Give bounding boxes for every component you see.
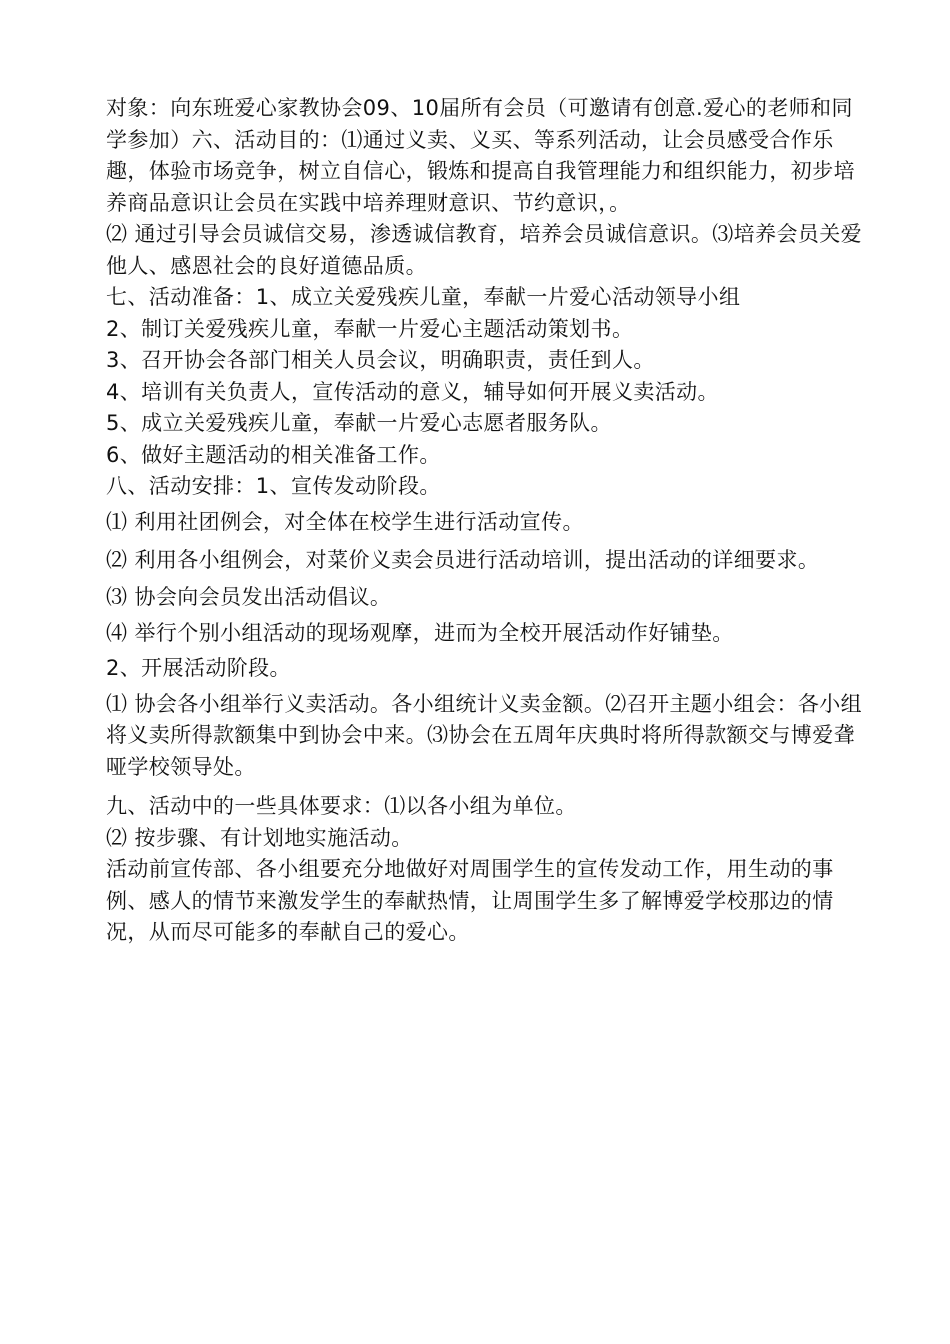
paragraph-preparation-2: 2、制订关爱残疾儿童，奉献一片爱心主题活动策划书。 <box>106 316 634 341</box>
paragraph-preparation-4: 4、培训有关负责人，宣传活动的意义，辅导如何开展义卖活动。 <box>106 379 719 404</box>
paragraph-arrangement-2: ⑵ 利用各小组例会，对菜价义卖会员进行活动培训，提出活动的详细要求。 <box>106 548 820 572</box>
paragraph-arrangement-heading: 八、活动安排：1、宣传发动阶段。 <box>106 474 441 498</box>
paragraph-requirements-body: 活动前宣传部、各小组要充分地做好对周围学生的宣传发动工作，用生动的事例、感人的情节来激发学生的奉献热情，让周围学生多了解博爱学校那边的情况，从而尽可能多的奉献自己的爱心。 <box>106 857 834 944</box>
paragraph-requirements-heading: 九、活动中的一些具体要求：⑴以各小组为单位。 <box>106 794 577 818</box>
paragraph-target-and-purpose: 对象：向东班爱心家教协会09、10届所有会员（可邀请有创意.爱心的老师和同学参加）六、活动目的：⑴通过义卖、义买、等系列活动，让会员感受合作乐趣，体验市场竞争，树立自信心，锻炼和提高自我管理能力和组织能力，初步培养商品意识让会员在实践中培养理财意识、节约意识，。 <box>106 96 855 215</box>
paragraph-stage-2-body: ⑴ 协会各小组举行义卖活动。各小组统计义卖金额。⑵召开主题小组会：各小组将义卖所得款额集中到协会中来。⑶协会在五周年庆典时将所得款额交与博爱聋哑学校领导处。 <box>106 691 863 779</box>
paragraph-preparation-5: 5、成立关爱残疾儿童，奉献一片爱心志愿者服务队。 <box>106 411 612 435</box>
paragraph-requirements-2: ⑵ 按步骤、有计划地实施活动。 <box>106 825 413 850</box>
document-body <box>106 93 866 949</box>
paragraph-arrangement-1: ⑴ 利用社团例会，对全体在校学生进行活动宣传。 <box>106 509 584 534</box>
paragraph-stage-2-heading: 2、开展活动阶段。 <box>106 656 291 680</box>
paragraph-preparation-3: 3、召开协会各部门相关人员会议，明确职责，责任到人。 <box>106 348 655 372</box>
paragraph-preparation-6: 6、做好主题活动的相关准备工作。 <box>106 442 441 467</box>
paragraph-purpose-2-3: ⑵ 通过引导会员诚信交易，渗透诚信教育，培养会员诚信意识。⑶培养会员关爱他人、感恩社会的良好道德品质。 <box>106 222 863 278</box>
paragraph-preparation-heading: 七、活动准备：1、成立关爱残疾儿童，奉献一片爱心活动领导小组 <box>106 285 741 309</box>
paragraph-arrangement-4: ⑷ 举行个别小组活动的现场观摩，进而为全校开展活动作好铺垫。 <box>106 620 734 645</box>
paragraph-arrangement-3: ⑶ 协会向会员发出活动倡议。 <box>106 585 392 609</box>
